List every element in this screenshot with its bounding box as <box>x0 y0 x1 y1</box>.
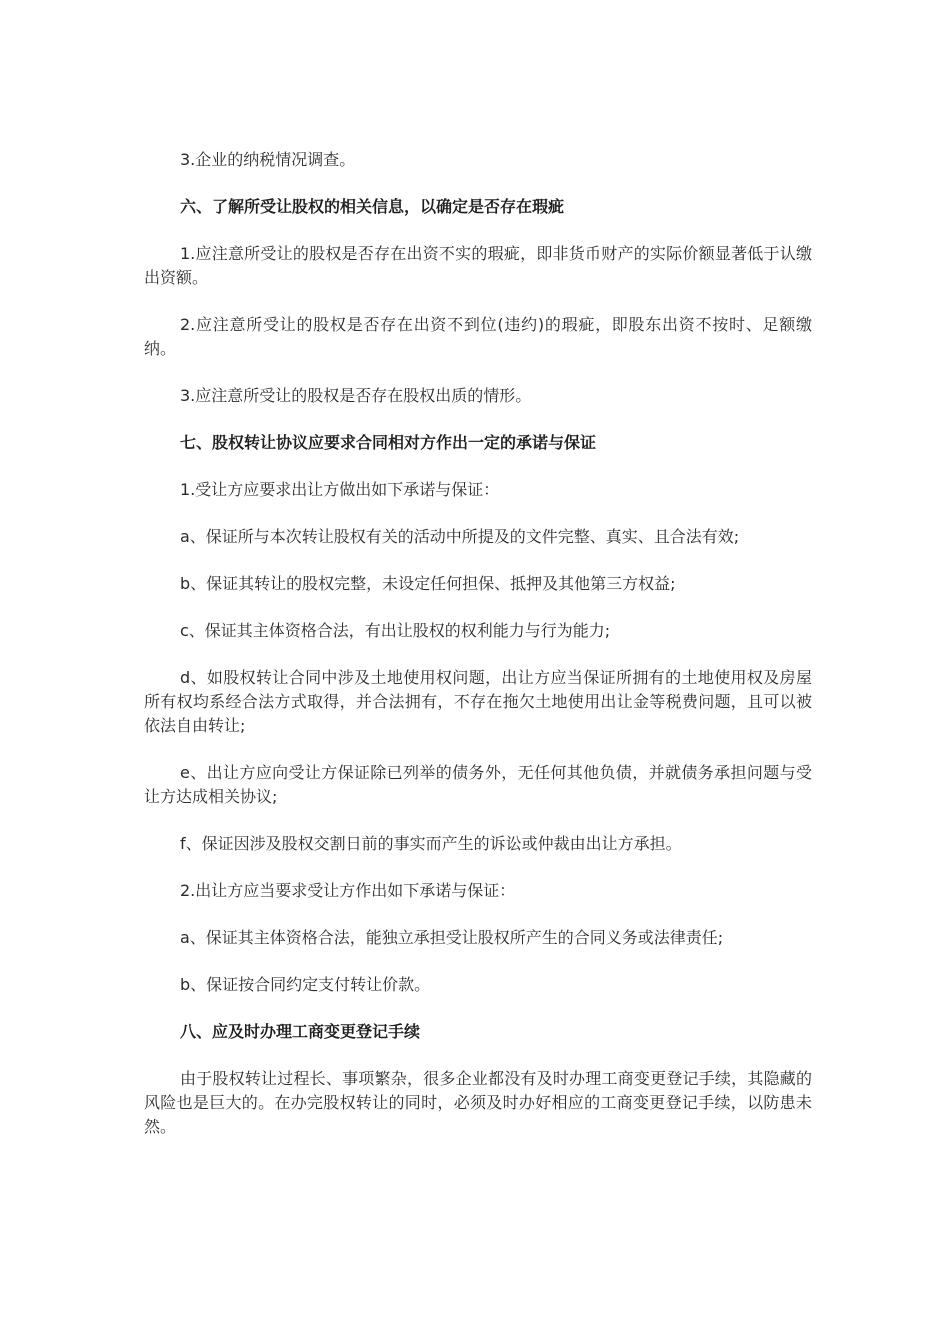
list-item: f、保证因涉及股权交割日前的事实而产生的诉讼或仲裁由出让方承担。 <box>180 834 682 853</box>
paragraph: 1.应注意所受让的股权是否存在出资不实的瑕疵，即非货币财产的实际价额显著低于认缴出资额。 <box>144 244 812 287</box>
list-item: b、保证按合同约定支付转让价款。 <box>180 975 431 994</box>
paragraph: 3.企业的纳税情况调查。 <box>180 150 356 169</box>
list-item: a、保证所与本次转让股权有关的活动中所提及的文件完整、真实、且合法有效; <box>180 527 740 546</box>
list-item: b、保证其转让的股权完整，未设定任何担保、抵押及其他第三方权益; <box>180 574 676 593</box>
list-item: e、出让方应向受让方保证除已列举的债务外，无任何其他负债，并就债务承担问题与受让方达成相关协议; <box>144 763 812 806</box>
document-page <box>144 148 812 1162</box>
list-item: a、保证其主体资格合法，能独立承担受让股权所产生的合同义务或法律责任; <box>180 928 724 947</box>
list-item: d、如股权转让合同中涉及土地使用权问题，出让方应当保证所拥有的土地使用权及房屋所有权均系经合法方式取得，并合法拥有，不存在拖欠土地使用出让金等税费问题，且可以被依法自由转让; <box>144 668 812 735</box>
paragraph: 由于股权转让过程长、事项繁杂，很多企业都没有及时办理工商变更登记手续，其隐藏的风险也是巨大的。在办完股权转让的同时，必须及时办好相应的工商变更登记手续，以防患未然。 <box>144 1069 812 1136</box>
section-heading-6: 六、了解所受让股权的相关信息，以确定是否存在瑕疵 <box>180 197 565 216</box>
paragraph: 1.受让方应要求出让方做出如下承诺与保证： <box>180 480 500 499</box>
section-heading-7: 七、股权转让协议应要求合同相对方作出一定的承诺与保证 <box>180 433 597 452</box>
paragraph: 2.出让方应当要求受让方作出如下承诺与保证： <box>180 881 516 900</box>
paragraph: 3.应注意所受让的股权是否存在股权出质的情形。 <box>180 386 532 405</box>
section-heading-8: 八、应及时办理工商变更登记手续 <box>180 1022 421 1041</box>
list-item: c、保证其主体资格合法，有出让股权的权利能力与行为能力; <box>180 621 611 640</box>
paragraph: 2.应注意所受让的股权是否存在出资不到位(违约)的瑕疵，即股东出资不按时、足额缴纳。 <box>144 315 812 358</box>
